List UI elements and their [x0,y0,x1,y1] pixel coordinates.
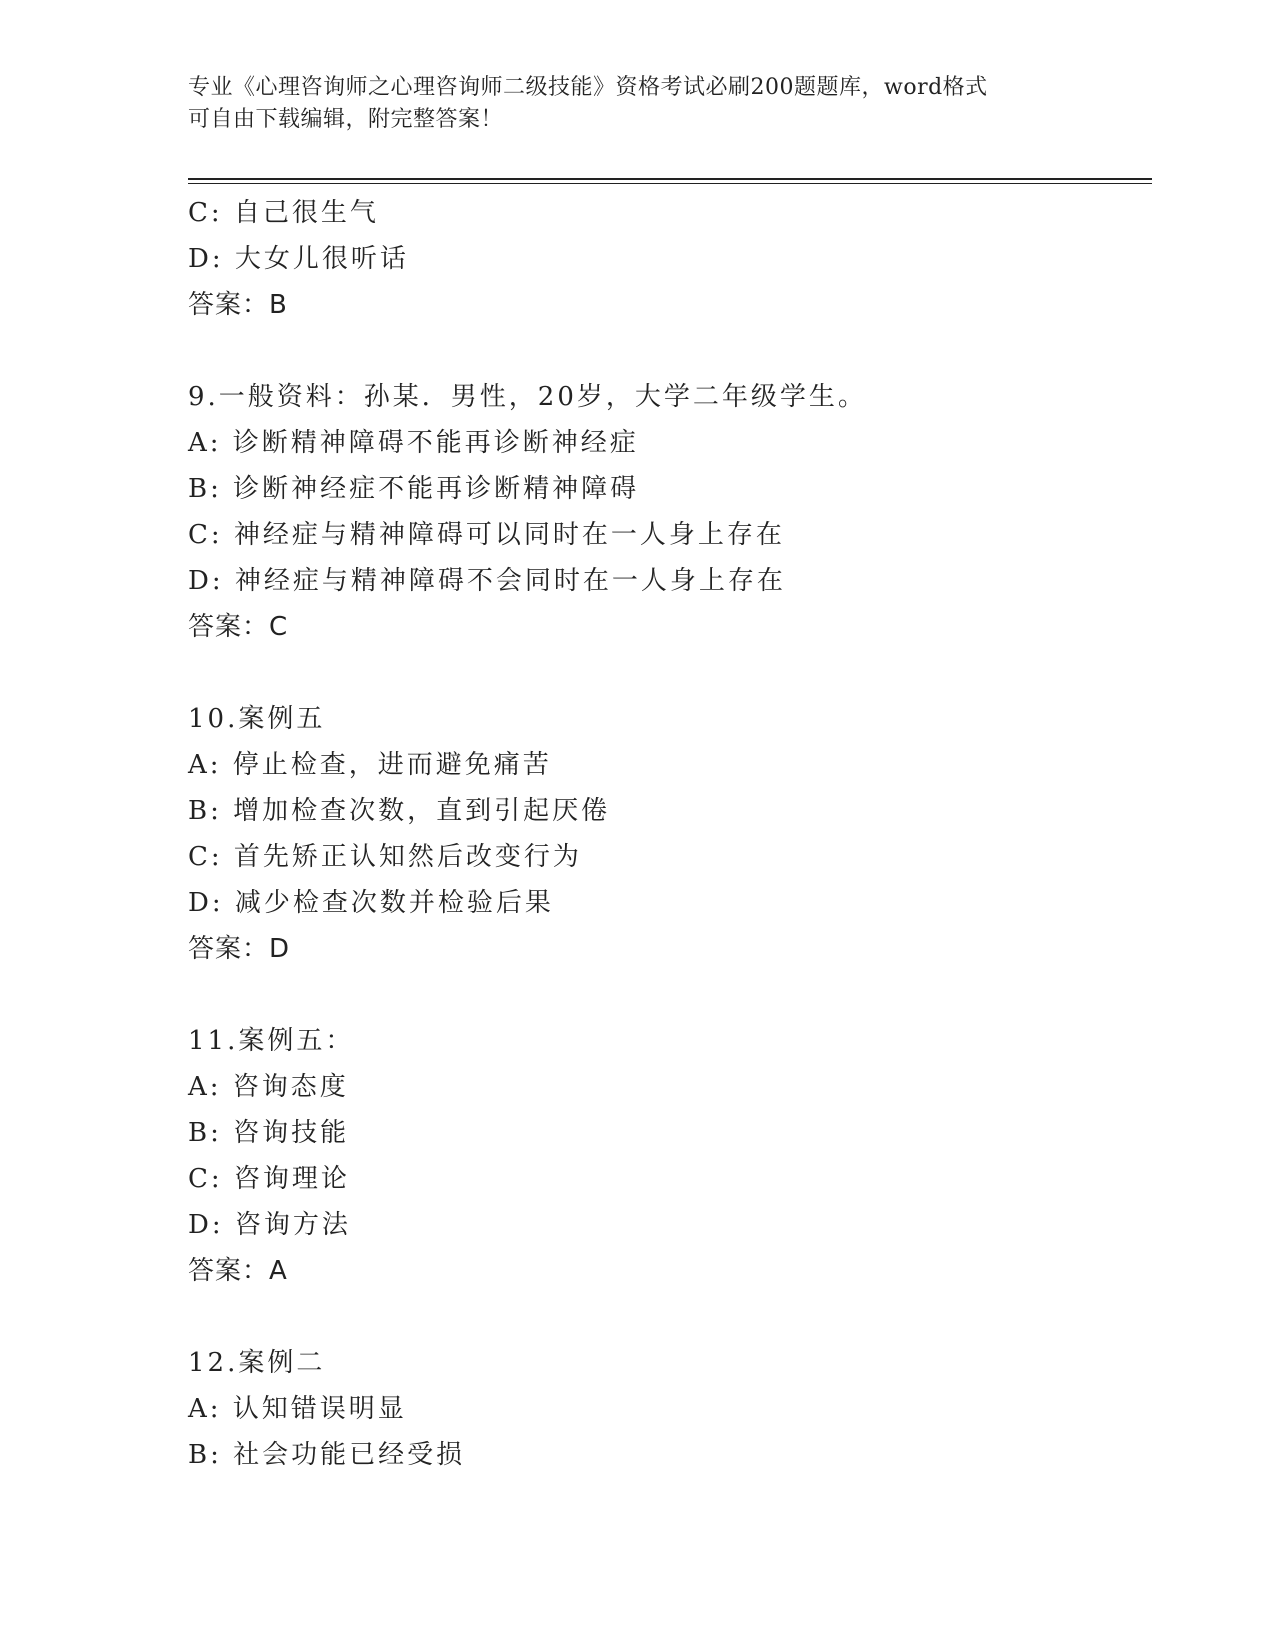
header-divider-thin [188,183,1152,184]
header-line-2: 可自由下载编辑，附完整答案！ [188,107,504,132]
option-c: C: 神经症与精神障碍可以同时在一人身上存在 [188,520,785,550]
option-d: D: 神经症与精神障碍不会同时在一人身上存在 [188,566,786,596]
option-b: B: 增加检查次数，直到引起厌倦 [188,796,611,826]
question-11 [188,1018,1148,1294]
option-d: D: 减少检查次数并检验后果 [188,888,554,918]
answer-line: 答案：B [188,290,288,320]
option-a: A: 认知错误明显 [188,1394,407,1424]
spacer [188,328,1148,374]
answer-line: 答案：D [188,934,291,964]
answer-line: 答案：C [188,612,289,642]
question-12 [188,1340,1148,1478]
question-10 [188,696,1148,972]
option-c: C: 自己很生气 [188,198,379,228]
option-d: D: 大女儿很听话 [188,244,409,274]
question-8-tail [188,190,1148,328]
option-b: B: 社会功能已经受损 [188,1440,466,1470]
question-title: 9.一般资料：孙某．男性，20岁，大学二年级学生。 [188,382,867,412]
question-9 [188,374,1148,650]
spacer [188,1294,1148,1340]
question-list [188,190,1148,1478]
option-b: B: 咨询技能 [188,1118,350,1148]
question-title: 12.案例二 [188,1348,326,1378]
header-line-1: 专业《心理咨询师之心理咨询师二级技能》资格考试必刷200题题库，word格式 [188,75,988,100]
answer-line: 答案：A [188,1256,288,1286]
document-header [188,72,1088,136]
option-c: C: 咨询理论 [188,1164,350,1194]
spacer [188,650,1148,696]
option-b: B: 诊断神经症不能再诊断精神障碍 [188,474,640,504]
option-a: A: 咨询态度 [188,1072,349,1102]
option-a: A: 诊断精神障碍不能再诊断神经症 [188,428,639,458]
option-d: D: 咨询方法 [188,1210,351,1240]
spacer [188,972,1148,1018]
question-title: 11.案例五： [188,1026,355,1056]
option-c: C: 首先矫正认知然后改变行为 [188,842,582,872]
option-a: A: 停止检查，进而避免痛苦 [188,750,552,780]
question-title: 10.案例五 [188,704,326,734]
header-divider-thick [188,178,1152,180]
